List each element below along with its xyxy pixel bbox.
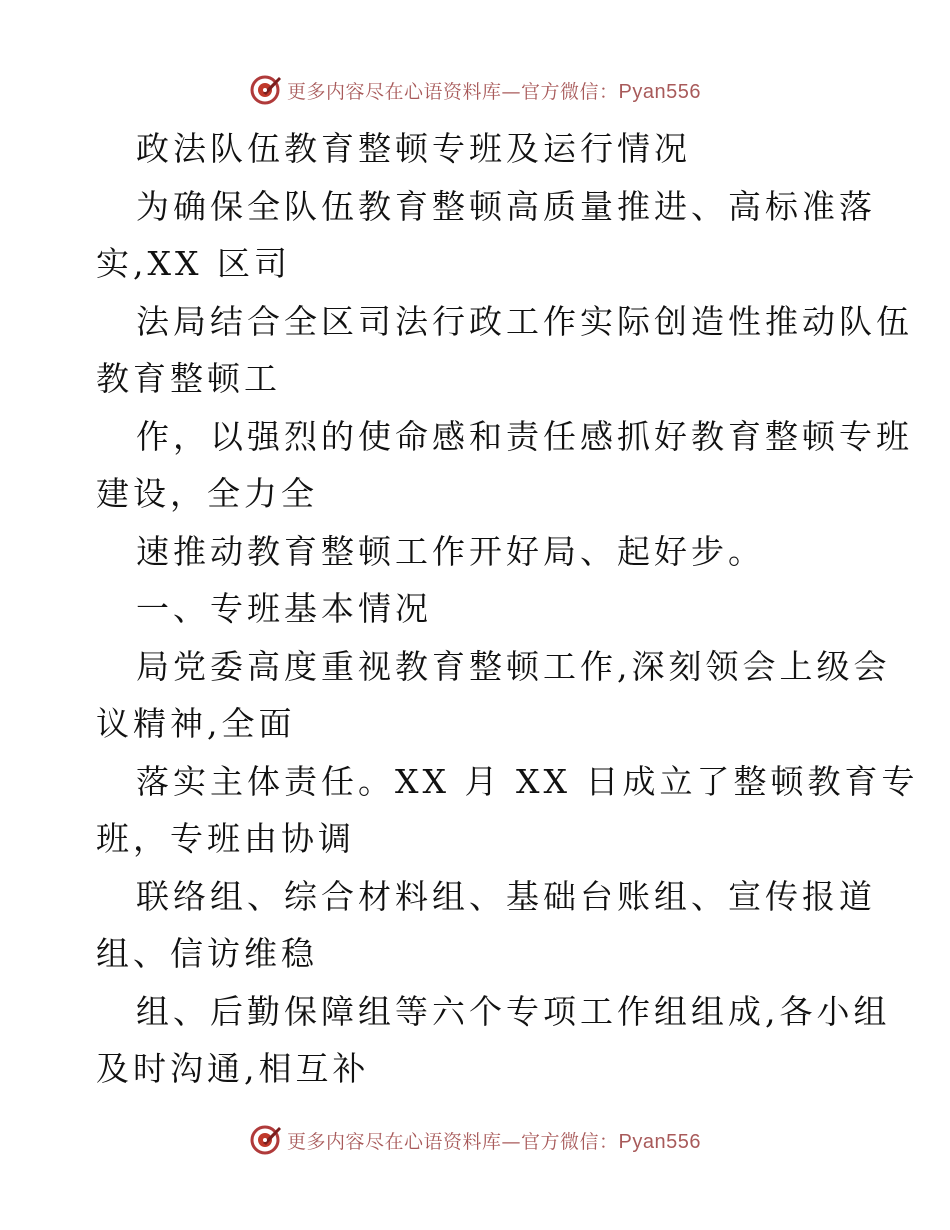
text-line: 局党委高度重视教育整顿工作,深刻领会上级会 <box>136 646 891 686</box>
text-line: 组、后勤保障组等六个专项工作组组成,各小组 <box>136 991 891 1031</box>
pen-nib-logo-icon <box>249 1123 283 1157</box>
text-line: 作，以强烈的使命感和责任感抓好教育整顿专班 <box>136 416 913 456</box>
text-line: 一、专班基本情况 <box>136 589 432 628</box>
text-line: 落实主体责任。XX 月 XX 日成立了整顿教育专 <box>136 761 919 801</box>
document-body <box>96 120 919 1098</box>
text-line: 实,XX 区司 <box>96 244 291 283</box>
text-line: 议精神,全面 <box>96 704 296 743</box>
footer-watermark <box>0 1122 950 1158</box>
text-line: 联络组、综合材料组、基础台账组、宣传报道 <box>136 876 876 916</box>
text-line: 建设，全力全 <box>96 474 318 513</box>
text-line: 为确保全队伍教育整顿高质量推进、高标准落 <box>136 186 876 226</box>
text-line: 速推动教育整顿工作开好局、起好步。 <box>136 531 765 571</box>
text-line: 法局结合全区司法行政工作实际创造性推动队伍 <box>136 301 913 341</box>
header-watermark <box>0 72 950 108</box>
text-line: 班，专班由协调 <box>96 819 355 858</box>
text-line: 组、信访维稳 <box>96 934 318 973</box>
pen-nib-logo-icon <box>249 73 283 107</box>
text-line: 教育整顿工 <box>96 359 281 398</box>
watermark-text: 更多内容尽在心语资料库—官方微信：Pyan556 <box>287 80 701 103</box>
watermark-text: 更多内容尽在心语资料库—官方微信：Pyan556 <box>287 1130 701 1153</box>
text-line: 政法队伍教育整顿专班及运行情况 <box>136 129 691 168</box>
text-line: 及时沟通,相互补 <box>96 1049 370 1088</box>
